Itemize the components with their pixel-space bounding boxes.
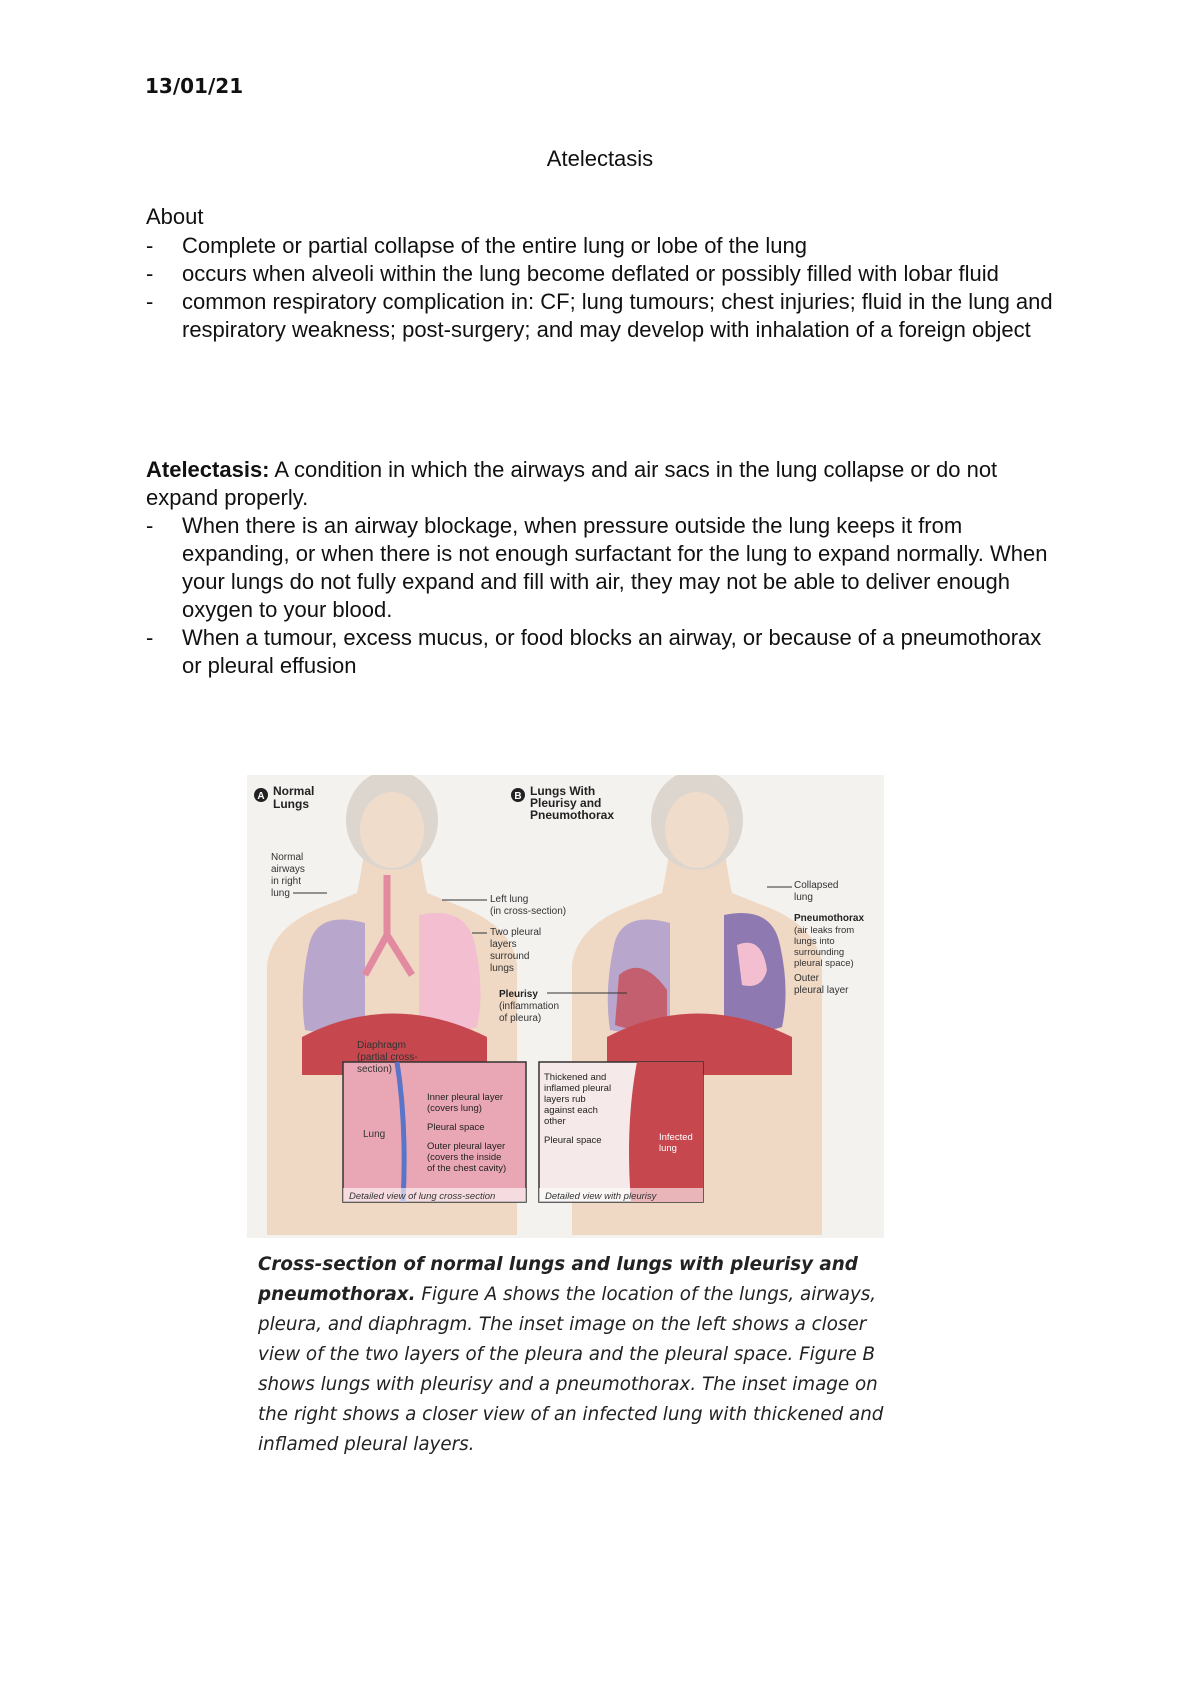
svg-text:of the chest cavity): of the chest cavity) bbox=[427, 1163, 507, 1174]
svg-text:(covers lung): (covers lung) bbox=[427, 1103, 482, 1114]
pneumothorax-desc bbox=[794, 925, 854, 969]
svg-text:(partial cross-: (partial cross- bbox=[357, 1052, 418, 1063]
pleurisy-desc bbox=[499, 1001, 559, 1024]
svg-text:(air leaks from: (air leaks from bbox=[794, 925, 855, 936]
svg-text:layers rub: layers rub bbox=[544, 1094, 586, 1105]
pneumothorax-label: Pneumothorax bbox=[794, 913, 865, 924]
inset-lung-label: Lung bbox=[363, 1129, 386, 1140]
caption-bold: Cross-section of normal lungs and lungs with pleurisy and pneumothorax. bbox=[258, 1254, 858, 1305]
panel-b-title: Pneumothorax bbox=[530, 808, 615, 822]
lungs-illustration bbox=[247, 775, 884, 1238]
list-item: - occurs when alveoli within the lung become deflated or possibly filled with lobar fluid bbox=[146, 261, 999, 286]
svg-text:Two pleural: Two pleural bbox=[490, 927, 542, 938]
document-date: 13/01/21 bbox=[145, 74, 244, 98]
definition-term: Atelectasis: bbox=[146, 457, 270, 482]
left-lung-label bbox=[490, 894, 566, 917]
panel-a-badge-letter: A bbox=[257, 791, 265, 802]
svg-text:inflamed pleural: inflamed pleural bbox=[544, 1083, 612, 1094]
svg-text:against each: against each bbox=[544, 1105, 598, 1116]
svg-text:Outer: Outer bbox=[794, 973, 820, 984]
svg-text:Normal: Normal bbox=[271, 852, 304, 863]
pleural-space-label: Pleural space bbox=[427, 1122, 485, 1133]
about-list bbox=[146, 232, 1066, 344]
svg-text:lungs into: lungs into bbox=[794, 936, 835, 947]
svg-text:(covers the inside: (covers the inside bbox=[427, 1152, 502, 1163]
collapsed-lung-label bbox=[794, 880, 838, 903]
svg-text:lungs: lungs bbox=[490, 963, 514, 974]
svg-text:lung: lung bbox=[659, 1143, 677, 1154]
svg-text:of pleura): of pleura) bbox=[499, 1013, 542, 1024]
list-item: - Complete or partial collapse of the entire lung or lobe of the lung bbox=[146, 233, 807, 258]
svg-text:in right: in right bbox=[271, 876, 302, 887]
normal-airways-label bbox=[271, 852, 305, 899]
svg-text:Collapsed: Collapsed bbox=[794, 880, 839, 891]
svg-text:Thickened and: Thickened and bbox=[544, 1072, 607, 1083]
about-heading: About bbox=[146, 204, 204, 229]
svg-text:(inflammation: (inflammation bbox=[499, 1001, 560, 1012]
definition-paragraph bbox=[146, 456, 1066, 512]
panel-b-title: Lungs With bbox=[530, 784, 596, 798]
caption-text: Figure A shows the location of the lungs, airways, pleura, and diaphragm. The inset image on the left shows a closer view of the two layers of the pleura and the pleural space. Figure B shows lungs with pleurisy and a pneumothorax. The inset image on the right shows a closer view of an infected lung with thickened and inflamed pleural layers. bbox=[258, 1284, 884, 1455]
svg-text:lung: lung bbox=[271, 888, 290, 899]
svg-text:Diaphragm: Diaphragm bbox=[357, 1040, 406, 1051]
panel-b-title: Pleurisy and bbox=[530, 796, 602, 810]
svg-text:airways: airways bbox=[271, 864, 305, 875]
list-item: - common respiratory complication in: CF; lung tumours; chest injuries; fluid in the lung and respiratory weakness; post-surgery; and may develop with inhalation of a foreign object bbox=[146, 289, 1053, 342]
svg-text:section): section) bbox=[357, 1064, 393, 1075]
panel-b-badge-letter: B bbox=[514, 791, 522, 802]
definition-list bbox=[146, 512, 1066, 680]
svg-text:lung: lung bbox=[794, 892, 813, 903]
definition-text: A condition in which the airways and air sacs in the lung collapse or do not expand properly. bbox=[146, 457, 998, 510]
panel-b-body bbox=[539, 775, 822, 1235]
lungs-figure bbox=[247, 775, 884, 1238]
list-item: - When there is an airway blockage, when pressure outside the lung keeps it from expanding, or when there is not enough surfactant for the lung to expand normally. When your lungs do not fully expand and fill with air, they may not be able to deliver enough oxygen to your blood. bbox=[146, 513, 1048, 622]
pleural-space-b-label: Pleural space bbox=[544, 1135, 602, 1146]
inset-b-caption: Detailed view with pleurisy bbox=[545, 1191, 657, 1202]
svg-text:surround: surround bbox=[490, 951, 530, 962]
figure-caption bbox=[258, 1250, 898, 1460]
list-item: - When a tumour, excess mucus, or food blocks an airway, or because of a pneumothorax or pleural effusion bbox=[146, 625, 1042, 678]
pleurisy-label: Pleurisy bbox=[499, 989, 538, 1000]
svg-text:surrounding: surrounding bbox=[794, 947, 845, 958]
svg-text:(in cross-section): (in cross-section) bbox=[490, 906, 567, 917]
svg-text:Infected: Infected bbox=[659, 1132, 693, 1143]
svg-text:pleural space): pleural space) bbox=[794, 958, 854, 969]
svg-text:Inner pleural layer: Inner pleural layer bbox=[427, 1092, 504, 1103]
svg-text:other: other bbox=[544, 1116, 566, 1127]
panel-a-title: Lungs bbox=[273, 797, 309, 811]
svg-text:pleural layer: pleural layer bbox=[794, 985, 849, 996]
panel-a-title: Normal bbox=[273, 784, 315, 798]
svg-text:layers: layers bbox=[490, 939, 517, 950]
outer-pleural-label bbox=[427, 1141, 506, 1174]
svg-text:Left lung: Left lung bbox=[490, 894, 529, 905]
svg-text:Outer pleural layer: Outer pleural layer bbox=[427, 1141, 506, 1152]
inset-a-caption: Detailed view of lung cross-section bbox=[349, 1191, 496, 1202]
page-title: Atelectasis bbox=[546, 146, 654, 171]
